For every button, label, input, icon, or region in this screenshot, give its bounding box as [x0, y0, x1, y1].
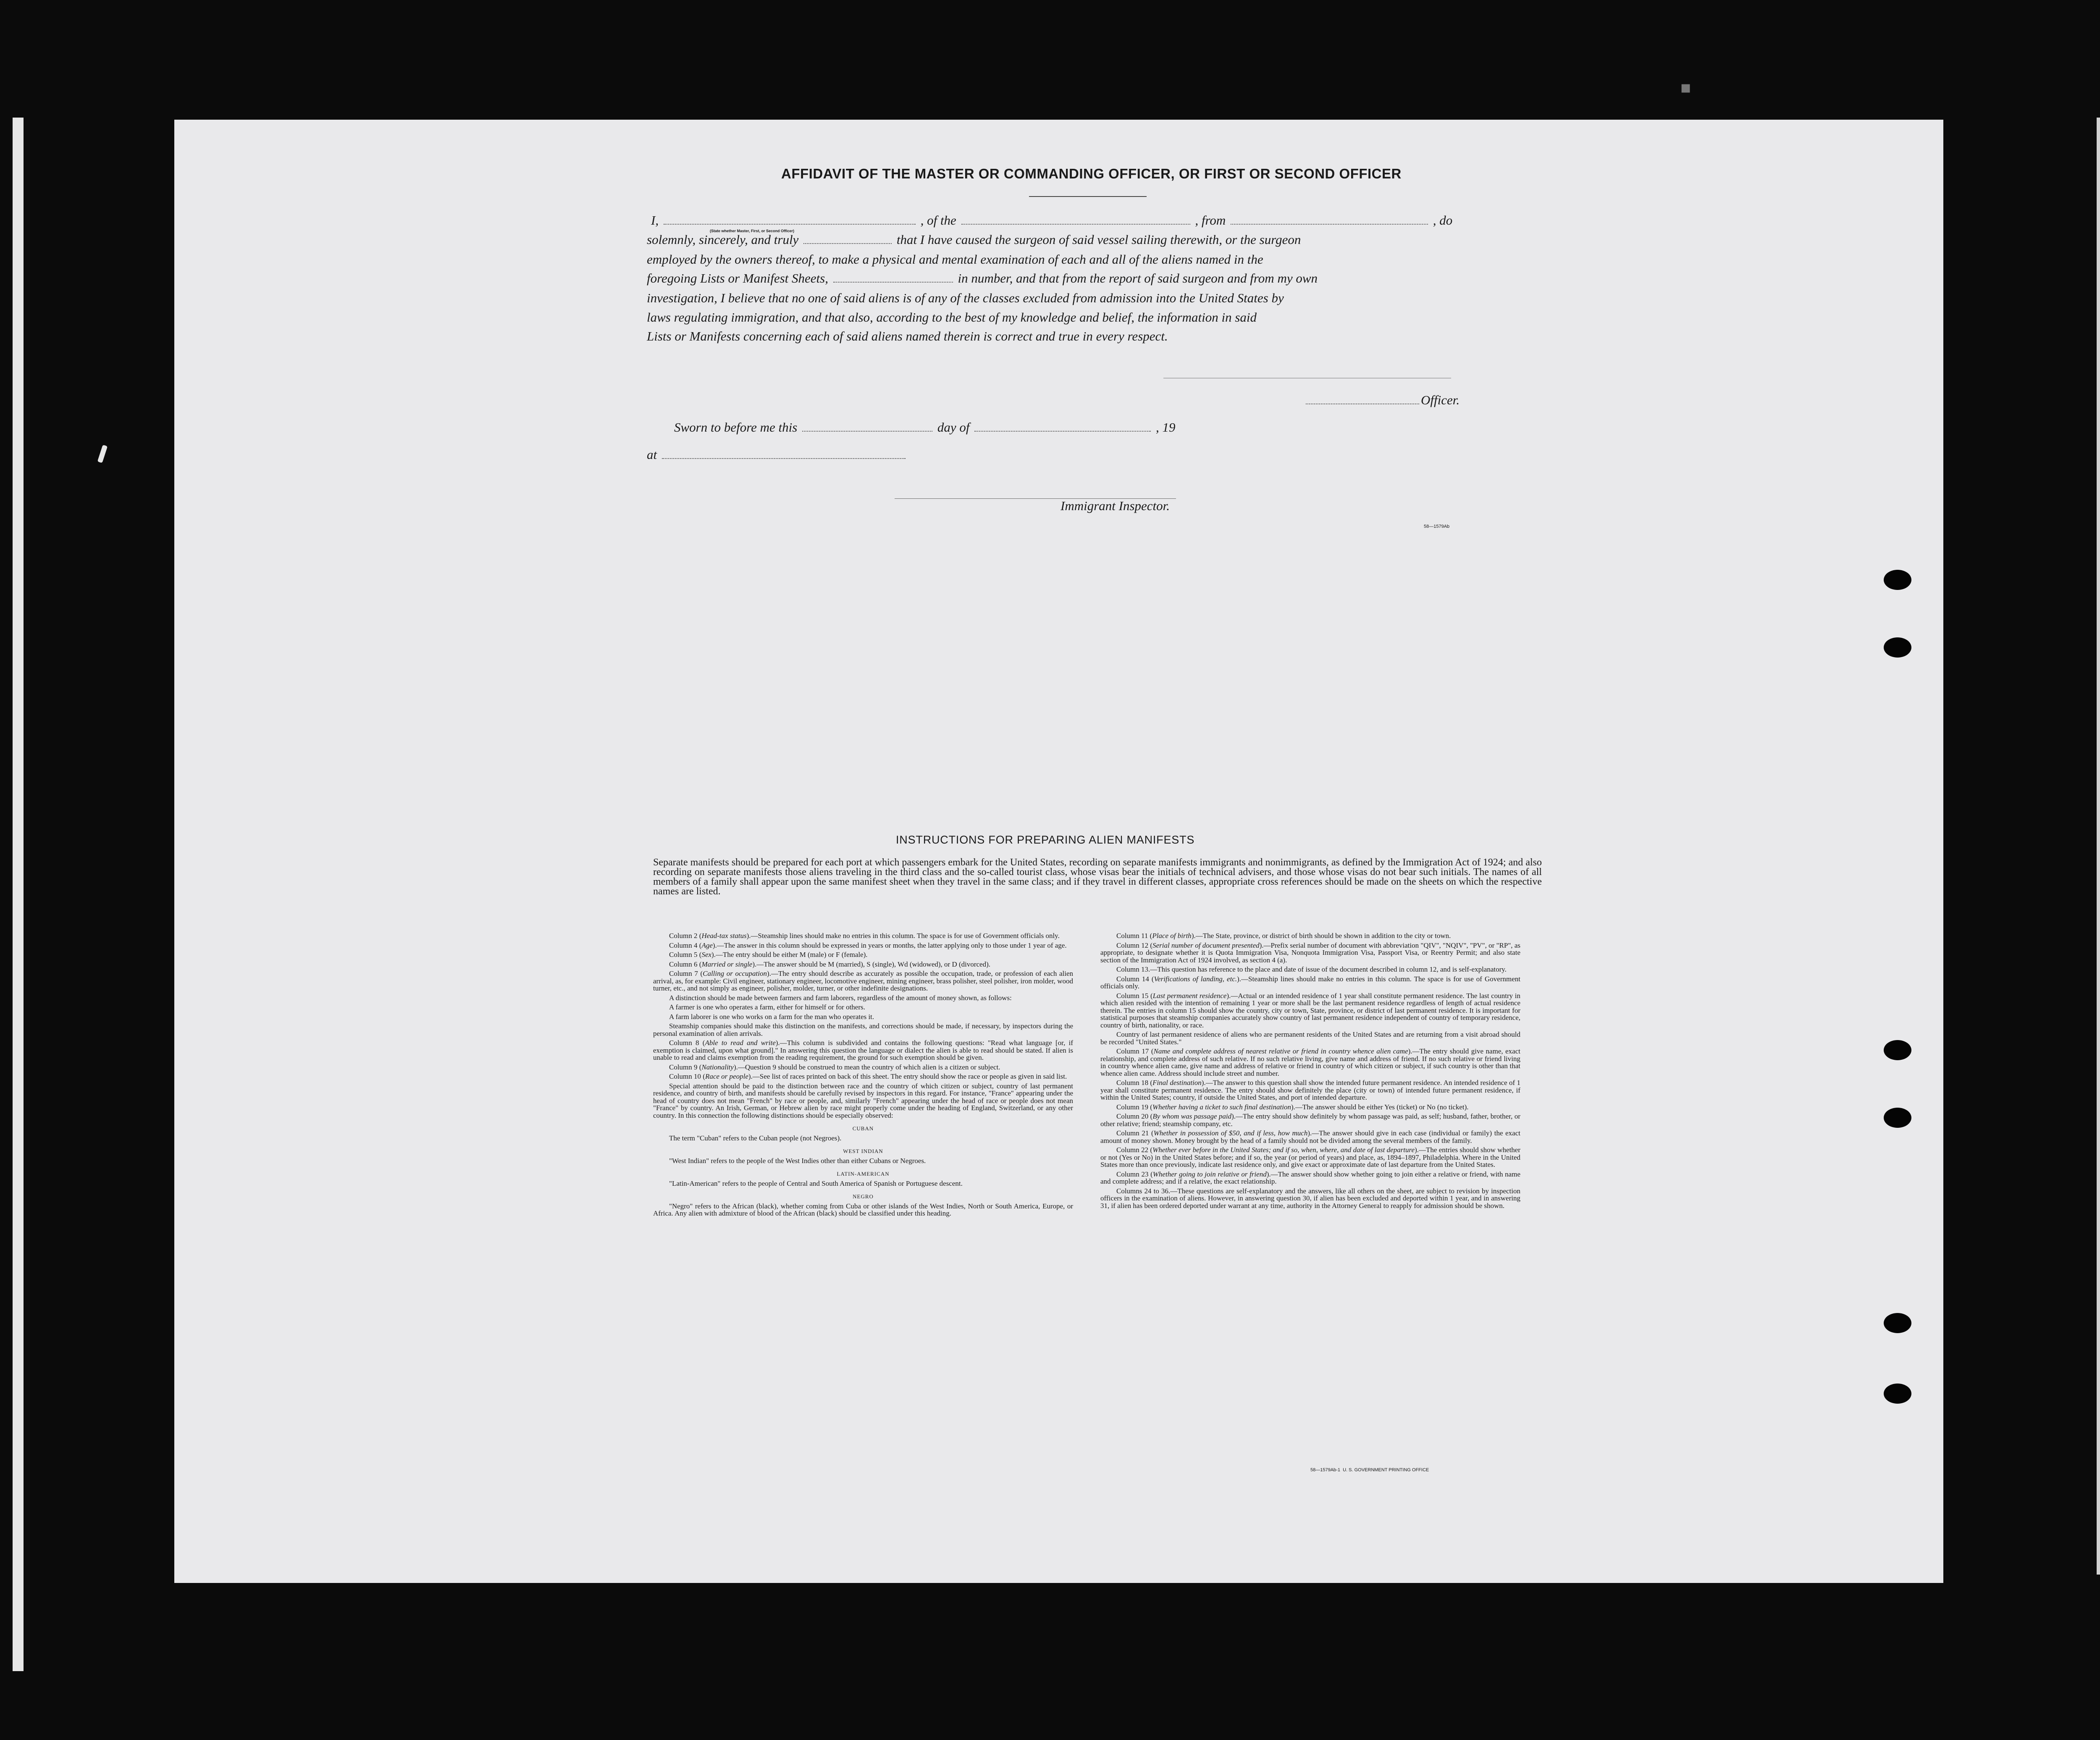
instruction-lead: Column 14 ( — [1116, 975, 1154, 983]
binder-hole — [1884, 637, 1911, 658]
text-day-of: day of — [937, 420, 970, 435]
instructions-title: INSTRUCTIONS FOR PREPARING ALIEN MANIFESTS — [896, 833, 1195, 846]
instruction-lead: Column 15 ( — [1116, 991, 1153, 1000]
instruction-em: Last permanent residence — [1152, 991, 1227, 1000]
instruction-lead: Column 10 ( — [669, 1072, 705, 1080]
affidavit-line-4 — [647, 271, 1318, 286]
instruction-lead: Column 21 ( — [1116, 1129, 1154, 1137]
binder-hole — [1884, 1040, 1911, 1060]
instruction-lead: Column 20 ( — [1116, 1112, 1153, 1120]
instruction-paragraph — [653, 1082, 1073, 1119]
instruction-paragraph — [653, 1135, 1073, 1142]
instruction-body: Columns 24 to 36.—These questions are self-explanatory and the answers, like all others on the sheet, are subject to revision by inspection officers in the examination of aliens. However, in answering question 30, if alien has been excluded and deported within 1 year, and in answering 31, if alien has been ordered deported under warrant at any time, authority in the Attorney General to reapply for admission should be shown. — [1100, 1187, 1520, 1210]
instruction-body: ).—The answer in this column should be expressed in years or months, the latter applying only to those under 1 year of age. — [712, 941, 1067, 949]
manifest-back-page — [174, 120, 1943, 1583]
instruction-paragraph — [653, 932, 1073, 940]
text-in-number: in number, and that from the report of said surgeon and from my own — [958, 271, 1318, 286]
instruction-paragraph — [653, 942, 1073, 949]
text-of-the: , of the — [920, 213, 956, 228]
affidavit-line-1 — [651, 213, 1452, 228]
instruction-lead: Column 5 ( — [669, 951, 702, 959]
instructions-left-column — [653, 932, 1073, 1219]
text-from: , from — [1195, 213, 1226, 228]
text-sworn: Sworn to before me this — [674, 420, 798, 435]
instruction-body: —This question has reference to the place and date of issue of the document described in column 12, and is self-explanatory. — [1150, 965, 1507, 973]
instruction-paragraph — [653, 1203, 1073, 1217]
instruction-lead: Column 9 ( — [669, 1063, 702, 1071]
sworn-word-blank — [803, 241, 892, 244]
instruction-body: ).—The answer should be M (married), S (single), Wd (widowed), or D (divorced). — [752, 960, 991, 968]
instruction-paragraph — [1100, 975, 1520, 990]
binder-hole — [1884, 1313, 1911, 1333]
officer-signature-blank — [1306, 401, 1419, 404]
instruction-body: ).—The entry should show definitely by whom passage was paid, as self; husband, father, brother, or other relative; friend; steamship company, etc. — [1100, 1112, 1521, 1128]
instruction-em: Sex — [701, 951, 712, 959]
instruction-body: ).—The answer should show whether going to join either a relative or friend, with name and complete address; and if a relative, the exact relationship. — [1100, 1170, 1520, 1185]
affidavit-line-6: laws regulating immigration, and that also, according to the best of my knowledge and belief, the information in said — [647, 310, 1257, 325]
instruction-em: Serial number of document presented — [1152, 941, 1260, 949]
instruction-em: Age — [701, 941, 713, 949]
scan-left-edge — [13, 118, 24, 1671]
instruction-body: Country of last permanent residence of aliens who are permanent residents of the United States and are returning from a visit abroad should be recorded "United States." — [1100, 1030, 1520, 1046]
instruction-body: "Negro" refers to the African (black), whether coming from Cuba or other islands of the West Indies, North or South America, Europe, or Africa. Any alien with admixture of blood of the African (black) should be classified under this heading. — [653, 1202, 1073, 1217]
instruction-body: ).—Steamship lines should make no entries in this column. The space is for use of Government officials only. — [746, 932, 1060, 940]
instruction-paragraph — [1100, 1079, 1520, 1101]
instruction-lead: Column 17 ( — [1116, 1047, 1154, 1055]
sworn-month-blank — [974, 428, 1151, 432]
instruction-paragraph — [653, 1064, 1073, 1071]
text-at: at — [647, 447, 657, 462]
text-do: , do — [1433, 213, 1453, 228]
instruction-paragraph — [1100, 1146, 1520, 1169]
instruction-body: "West Indian" refers to the people of the West Indies other than either Cubans or Negroes. — [669, 1156, 926, 1165]
text-foregoing: foregoing Lists or Manifest Sheets, — [647, 271, 828, 286]
instruction-em: Whether going to join relative or friend — [1152, 1170, 1267, 1178]
at-line — [647, 447, 907, 462]
instruction-paragraph — [1100, 1171, 1520, 1185]
instruction-paragraph — [653, 1013, 1073, 1021]
instruction-body: ).—The entries should show whether or not (Yes or No) in the United States before; and if so, the year (or period of years) and place, as, 1894–1897, Philadelphia. Where in the United States more than once previously, indicate last residence only, and give exact or approximate date of last departure from the United States. — [1100, 1146, 1521, 1169]
instruction-em: Race or people — [705, 1072, 748, 1080]
instruction-em: Able to read and write — [705, 1039, 776, 1047]
instruction-lead: Column 18 ( — [1116, 1079, 1153, 1087]
instruction-body: A distinction should be made between farmers and farm laborers, regardless of the amount of money shown, as follows: — [669, 993, 1012, 1002]
instruction-em: Head-tax status — [701, 932, 747, 940]
instruction-em: Whether having a ticket to such final destination — [1152, 1103, 1291, 1111]
text-officer: Officer. — [1421, 393, 1460, 407]
instruction-em: Whether ever before in the United States; and if so, when, where, and date of last departure — [1152, 1146, 1415, 1154]
instruction-lead: Column 8 ( — [669, 1039, 705, 1047]
instruction-paragraph — [653, 951, 1073, 959]
affidavit-title: AFFIDAVIT OF THE MASTER OR COMMANDING OFFICER, OR FIRST OR SECOND OFFICER — [781, 166, 1402, 181]
instruction-body: ).—See list of races printed on back of this sheet. The entry should show the race or people as given in said list. — [748, 1072, 1067, 1080]
text-year: , 19 — [1155, 420, 1176, 435]
instruction-paragraph — [1100, 992, 1520, 1029]
instruction-paragraph — [1100, 1103, 1520, 1111]
footer-form-code: 58—1579Ab-1 — [1310, 1467, 1340, 1473]
instruction-body: ).—Steamship lines should make no entries in this column. The space is for use of Government officials only. — [1100, 975, 1520, 990]
instruction-paragraph — [653, 1157, 1073, 1165]
officer-signature — [1304, 393, 1460, 408]
binder-hole — [1884, 1384, 1911, 1404]
aliens-count-blank — [833, 279, 953, 283]
instruction-paragraph — [653, 1004, 1073, 1011]
instruction-body: ).—The State, province, or district of birth should be shown in addition to the city or town. — [1191, 932, 1451, 940]
officer-rank-note: (State whether Master, First, or Second Officer) — [710, 229, 795, 233]
affidavit-form-code: 58—1579Ab — [1424, 524, 1450, 529]
vessel-name-blank — [961, 221, 1190, 225]
instructions-right-column — [1100, 932, 1520, 1211]
instruction-lead: Column 19 ( — [1116, 1103, 1152, 1111]
race-group-heading: WEST INDIAN — [843, 1148, 883, 1154]
instruction-body: "Latin-American" refers to the people of Central and South America of Spanish or Portuguese descent. — [669, 1179, 963, 1187]
place-blank — [662, 456, 906, 459]
instruction-body: ).—The answer should give in each case (individual or family) the exact amount of money shown. Money brought by the head of a family should not be divided among the several members of the family. — [1100, 1129, 1520, 1145]
instruction-em: Place of birth — [1152, 932, 1192, 940]
affidavit-line-2 — [647, 232, 1301, 247]
scan-mark — [97, 445, 108, 463]
title-underline — [1029, 196, 1147, 197]
instruction-lead: Column 22 ( — [1116, 1146, 1153, 1154]
instruction-em: Nationality — [701, 1063, 734, 1071]
instruction-paragraph — [1100, 1113, 1520, 1127]
instruction-paragraph — [1100, 1129, 1520, 1144]
instruction-em: Calling or occupation — [703, 970, 767, 977]
sworn-line — [674, 420, 1175, 435]
port-from-blank — [1231, 221, 1428, 225]
instruction-body: ).—The entry should describe as accurately as possible the occupation, trade, or profession of each alien arrival, as, for example: Civil engineer, stationary engineer, locomotive engineer, mining engineer, brass polisher, steel polisher, iron molder, wood turner, etc., and not simply as engineer, polisher, molder, turner, or other indefinite designations. — [653, 970, 1073, 992]
instruction-body: ).—The entry should be either M (male) or F (female). — [711, 951, 868, 959]
instruction-em: Name and complete address of nearest relative or friend in country whence alien came — [1153, 1047, 1408, 1055]
officer-rank-blank — [664, 221, 916, 225]
affidavit-line-5: investigation, I believe that no one of said aliens is of any of the classes excluded from admission into the United States by — [647, 291, 1284, 305]
scan-speck: ▪ — [1680, 78, 1692, 97]
instruction-paragraph — [1100, 966, 1520, 973]
instruction-paragraph — [653, 961, 1073, 968]
instruction-em: By whom was passage paid — [1152, 1112, 1232, 1120]
instruction-paragraph — [1100, 1187, 1520, 1210]
instruction-body: A farm laborer is one who works on a farm for the man who operates it. — [669, 1012, 874, 1021]
binder-hole — [1884, 570, 1911, 590]
race-group-heading: CUBAN — [852, 1125, 874, 1132]
instruction-em: Final destination — [1152, 1079, 1202, 1087]
instruction-body: ).—The entry should give name, exact relationship, and complete address of such relative. If no such relative living, give name and address of friend. If no such relative or friend living in country whence alien came, give name and address of relative or friend in country of which citizen or subject, if such country is other than that whence alien came. Address should include street and number. — [1100, 1047, 1520, 1077]
scan-right-edge — [2097, 118, 2100, 1575]
instruction-body: Steamship companies should make this distinction on the manifests, and corrections should be made, if necessary, by inspectors during the personal examination of alien arrivals. — [653, 1022, 1073, 1038]
instruction-em: Whether in possession of $50, and if less, how much — [1153, 1129, 1308, 1137]
instruction-lead: Column 4 ( — [669, 941, 702, 949]
instruction-paragraph — [653, 970, 1073, 992]
instruction-paragraph — [1100, 942, 1520, 964]
sworn-day-blank — [802, 428, 932, 432]
instruction-body: ).—Actual or an intended residence of 1 year shall constitute permanent residence. The last country in which alien resided with the intention of remaining 1 year or more shall be the last permanent residence regardless of length of actual residence therein. The entries in column 15 should show the country, city or town, State, province, or district of last permanent residence. It is important for statistical purposes that steamship companies accurately show country of last permanent residence independent of country of temporary residence, country of birth, nationality, or race. — [1100, 991, 1521, 1029]
instruction-paragraph — [653, 1022, 1073, 1037]
instruction-body: A farmer is one who operates a farm, either for himself or for others. — [669, 1003, 865, 1011]
instruction-body: ).—This column is subdivided and contains the following questions: "Read what language [or, if exemption is claimed, upon what ground]." In answering this question the language or dialect the alien is able to read should be stated. If alien is unable to read and claims exemption from the reading requirement, the ground for such exemption should be given. — [653, 1039, 1073, 1061]
instruction-paragraph — [653, 1180, 1073, 1187]
binder-hole — [1884, 1108, 1911, 1128]
instruction-body: ).—The answer should be either Yes (ticket) or No (no ticket). — [1291, 1103, 1469, 1111]
instruction-paragraph — [653, 994, 1073, 1002]
instruction-lead: Column 13. — [1116, 965, 1150, 973]
instructions-intro: Separate manifests should be prepared for each port at which passengers embark for the United States, recording on separate manifests immigrants and nonimmigrants, as defined by the Immigration Act of 1924; and also recording on separate manifests those aliens traveling in the third class and the so-called tourist class, whose visas bear the initials of technical advisers, and those whose visas do not bear such initials. The names of all members of a family shall appear upon the same manifest sheet when they travel in the same class; and if they travel in different classes, appropriate cross references should be made on the sheets on which the respective names are listed. — [653, 857, 1542, 897]
instruction-paragraph — [1100, 932, 1520, 940]
instruction-em: Married or single — [701, 960, 753, 968]
race-group-heading: LATIN-AMERICAN — [837, 1171, 890, 1177]
instruction-paragraph — [1100, 1031, 1520, 1046]
instruction-body: ).—The answer to this question shall show the intended future permanent residence. An intended residence of 1 year shall constitute permanent residence. The entry should show definitely the place (city or town) of intended future permanent residence, if within the United States; country, if outside the United States, and port of intended departure. — [1100, 1079, 1520, 1101]
instruction-paragraph — [1100, 1048, 1520, 1077]
instruction-lead: Column 23 ( — [1116, 1170, 1153, 1178]
footer-code — [1310, 1467, 1429, 1473]
race-group-heading: NEGRO — [853, 1193, 874, 1200]
instruction-paragraph — [653, 1073, 1073, 1080]
instruction-paragraph — [653, 1039, 1073, 1061]
instruction-lead: Column 2 ( — [669, 932, 702, 940]
text-solemnly: solemnly, sincerely, and truly — [647, 232, 799, 247]
instruction-lead: Column 7 ( — [669, 970, 703, 977]
text-surgeon: that I have caused the surgeon of said vessel sailing therewith, or the surgeon — [896, 232, 1301, 247]
instruction-lead: Column 12 ( — [1116, 941, 1153, 949]
printer-line: U. S. GOVERNMENT PRINTING OFFICE — [1343, 1467, 1429, 1473]
instruction-body: ).—Prefix serial number of document with abbreviation "QIV", "NQIV", "PV", or "RP", as appropriate, to designate whether it is Quota Immigration Visa, Nonquota Immigration Visa, Passport Visa, or Reentry Permit; and also state section of the Immigration Act of 1924 involved, as section 4 (a). — [1100, 941, 1520, 964]
text-i: I, — [651, 213, 659, 228]
instruction-body: The term "Cuban" refers to the Cuban people (not Negroes). — [669, 1134, 842, 1142]
affidavit-line-7: Lists or Manifests concerning each of said aliens named therein is correct and true in every respect. — [647, 329, 1168, 343]
instruction-body: Special attention should be paid to the distinction between race and the country of which citizen or subject, country of last permanent residence, and country of birth, and manifests should be carefully revised by inspectors in this regard. For instance, "France" appearing under the head of country does not mean "French" by race or people, and, similarly "French" appearing under the head of race or people does not mean "France" by country. An Irish, German, or Hebrew alien by race might properly come under the heading of England, Switzerland, or any other country. In this connection the following distinctions should be especially observed: — [653, 1082, 1073, 1119]
instruction-em: Verifications of landing, etc. — [1154, 975, 1237, 983]
instruction-lead: Column 11 ( — [1116, 932, 1152, 940]
inspector-label: Immigrant Inspector. — [1060, 498, 1170, 513]
instruction-body: ).—Question 9 should be construed to mean the country of which alien is a citizen or subject. — [733, 1063, 1000, 1071]
affidavit-line-3: employed by the owners thereof, to make a physical and mental examination of each and all of the aliens named in the — [647, 252, 1263, 267]
instruction-lead: Column 6 ( — [669, 960, 702, 968]
